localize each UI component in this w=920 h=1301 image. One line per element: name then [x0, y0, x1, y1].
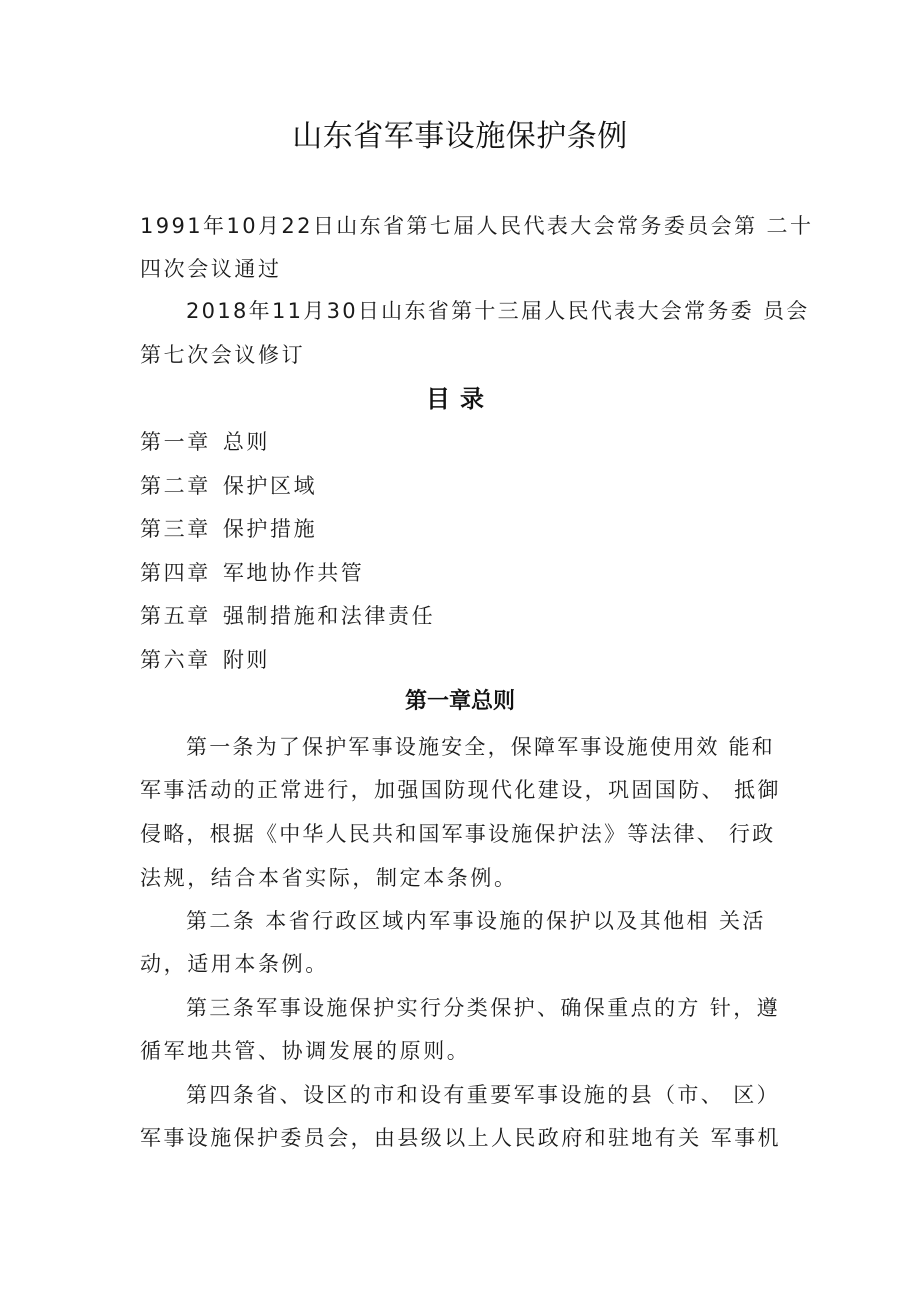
toc-item-chapter-5[interactable]: [140, 602, 435, 630]
toc-chapter-number: 第四章: [140, 561, 211, 585]
article-2-line-1: 第二条 本省行政区域内军事设施的保护以及其他相 关活: [186, 909, 766, 933]
adoption-note-2-line-2: 第七次会议修订: [140, 343, 306, 367]
toc-chapter-name: 保护区域: [222, 474, 318, 498]
toc-chapter-name: 保护措施: [222, 517, 318, 541]
article-1-line-2: 军事活动的正常进行，加强国防现代化建设，巩固国防、 抵御: [140, 778, 781, 802]
article-3-line-1: 第三条军事设施保护实行分类保护、确保重点的方 针，遵: [186, 996, 781, 1020]
toc-chapter-name: 附则: [222, 648, 271, 672]
article-1-line-3: 侵略，根据《中华人民共和国军事设施保护法》等法律、 行政: [140, 822, 776, 846]
toc-chapter-number: 第三章: [140, 517, 211, 541]
toc-item-chapter-4[interactable]: [140, 559, 364, 587]
toc-chapter-name: 总则: [222, 430, 271, 454]
article-2-line-2: 动，适用本条例。: [140, 952, 329, 976]
article-3-line-2: 循军地共管、协调发展的原则。: [140, 1039, 471, 1063]
article-1-line-4: 法规，结合本省实际，制定本条例。: [140, 866, 518, 890]
adoption-note-1-text: 1991年10月22日山东省第七届人民代表大会常务委员会第 二十: [140, 214, 814, 238]
article-4-line-2: 军事设施保护委员会，由县级以上人民政府和驻地有关 军事机: [140, 1126, 781, 1150]
toc-chapter-number: 第一章: [140, 430, 211, 454]
article-4-line-1: 第四条省、设区的市和设有重要军事设施的县（市、 区）: [186, 1083, 781, 1107]
adoption-note-1-line-2: 四次会议通过: [140, 257, 282, 281]
toc-chapter-name: 军地协作共管: [222, 561, 365, 585]
chapter-1-heading: 第一章总则: [404, 689, 515, 714]
document-title: 山东省军事设施保护条例: [292, 119, 628, 154]
article-1-line-1: 第一条为了保护军事设施安全，保障军事设施使用效 能和: [186, 735, 775, 759]
toc-item-chapter-2[interactable]: [140, 472, 317, 500]
toc-chapter-number: 第六章: [140, 648, 211, 672]
toc-chapter-number: 第五章: [140, 604, 211, 628]
toc-item-chapter-3[interactable]: [140, 515, 317, 543]
adoption-note-1-line-1: [140, 212, 814, 240]
toc-item-chapter-1[interactable]: [140, 428, 270, 456]
toc-chapter-name: 强制措施和法律责任: [222, 604, 436, 628]
toc-chapter-number: 第二章: [140, 474, 211, 498]
adoption-note-2-line-1: 2018年11月30日山东省第十三届人民代表大会常务委 员会: [186, 299, 810, 323]
toc-item-chapter-6[interactable]: [140, 646, 270, 674]
toc-title: 目录: [426, 385, 494, 413]
